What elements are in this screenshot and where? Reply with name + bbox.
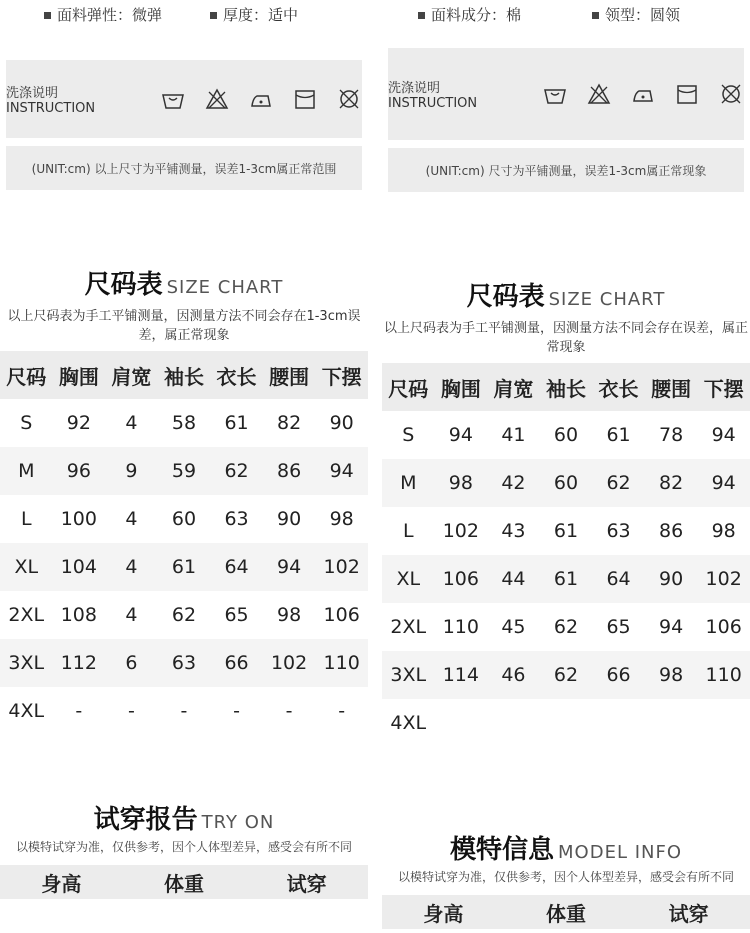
size-table-cell: 94 <box>263 543 316 591</box>
size-table-cell: 63 <box>606 520 631 542</box>
size-table-header-cell: 下摆 <box>697 363 750 411</box>
size-table-cell: 61 <box>553 520 579 542</box>
size-chart-subtitle: 以上尺码表为手工平铺测量，因测量方法不同会存在误差，属正常现象 <box>383 321 748 355</box>
size-table-cell: - <box>233 700 240 722</box>
size-table-cell: 66 <box>210 639 263 687</box>
size-table-cell: 94 <box>448 424 473 446</box>
model-info-subtitle: 以模特试穿为准，仅供参考，因个人体型差异，感受会有所不同 <box>397 870 734 884</box>
size-table-cell: 94 <box>659 616 684 638</box>
size-table-cell: 62 <box>553 616 579 638</box>
size-table-header-cell: 衣长 <box>210 351 263 399</box>
size-table-cell: 108 <box>60 604 97 626</box>
hand-wash-icon <box>160 86 186 112</box>
hand-wash-icon <box>542 81 568 107</box>
size-table-cell: 3XL <box>382 651 435 699</box>
size-table-row <box>0 399 368 447</box>
size-table-cell: 60 <box>553 424 579 446</box>
attribute-label: 厚度：适中 <box>223 6 299 24</box>
size-table-cell: 60 <box>171 508 197 530</box>
size-table-header-row <box>382 363 750 411</box>
size-table-cell: 4XL <box>8 700 45 722</box>
size-chart-title-cn: 尺码表 <box>84 270 163 300</box>
size-table-cell: 62 <box>171 604 197 626</box>
attribute-label: 领型：圆领 <box>605 6 681 24</box>
size-table-cell: 44 <box>487 555 540 603</box>
attribute-item <box>592 4 680 25</box>
size-table-cell: - <box>285 700 293 722</box>
size-table-cell: 4 <box>105 543 158 591</box>
size-table-cell: 58 <box>171 412 197 434</box>
size-table-cell: S <box>402 424 415 446</box>
try-on-column-label: 试穿 <box>286 871 327 896</box>
size-table-row <box>0 687 368 735</box>
size-table-cell: 102 <box>697 555 750 603</box>
size-table-cell: 90 <box>277 508 302 530</box>
try-on-title-cn: 试穿报告 <box>93 805 198 835</box>
size-table-cell: - <box>75 700 83 722</box>
size-table-cell: XL <box>382 555 435 603</box>
size-table-cell: M <box>0 447 53 495</box>
size-table-cell: 2XL <box>8 604 45 626</box>
size-table-cell: 106 <box>435 555 488 603</box>
size-table-cell: 62 <box>210 447 263 495</box>
size-table-cell: 98 <box>711 520 736 542</box>
low-iron-icon <box>248 86 274 112</box>
size-table-header-cell: 胸围 <box>53 351 106 399</box>
size-table-cell: 60 <box>540 459 593 507</box>
model-info-header-bar <box>382 895 750 929</box>
size-table-cell: - <box>338 700 346 722</box>
size-table-cell: 90 <box>329 412 354 434</box>
size-table-header-cell: 腰围 <box>645 363 698 411</box>
size-table-cell: 62 <box>540 651 593 699</box>
size-table-cell: 98 <box>645 651 698 699</box>
attribute-label: 面料成分：棉 <box>431 6 522 24</box>
size-table-cell: XL <box>0 543 53 591</box>
size-table-cell: 9 <box>105 447 158 495</box>
size-table-cell: M <box>382 459 435 507</box>
hang-dry-icon <box>674 81 700 107</box>
size-table-cell: 96 <box>53 447 106 495</box>
try-on-header <box>0 799 368 855</box>
measurement-note: (UNIT:cm) 以上尺寸为平铺测量，误差1-3cm属正常范围 <box>6 146 362 190</box>
try-on-header-bar <box>0 865 368 899</box>
size-table-header-cell: 袖长 <box>158 351 211 399</box>
size-table-cell: 4XL <box>390 712 427 734</box>
size-table-cell: 102 <box>442 520 479 542</box>
size-table-cell: 3XL <box>0 639 53 687</box>
right-column <box>382 0 750 929</box>
size-table-cell: 64 <box>592 555 645 603</box>
attribute-label: 面料弹性：微弹 <box>57 6 163 24</box>
model-info-title-cn: 模特信息 <box>450 835 555 865</box>
size-table-header-cell: 尺码 <box>382 363 435 411</box>
size-table-header-cell: 肩宽 <box>105 351 158 399</box>
size-table-cell: S <box>20 412 33 434</box>
size-table-cell: 106 <box>705 616 742 638</box>
size-table-cell: 98 <box>435 459 488 507</box>
size-table-header-cell: 胸围 <box>435 363 488 411</box>
no-bleach-icon <box>204 86 230 112</box>
size-chart-title <box>0 264 368 301</box>
size-table-row <box>0 591 368 639</box>
size-table-row <box>382 411 750 459</box>
size-table-cell: 42 <box>487 459 540 507</box>
size-chart-header <box>382 276 750 355</box>
size-table-cell: 64 <box>210 543 263 591</box>
size-table-cell: 104 <box>53 543 106 591</box>
model-info-column-label: 体重 <box>545 901 586 926</box>
size-table-cell: 94 <box>697 459 750 507</box>
size-table-cell: 43 <box>501 520 526 542</box>
size-table-cell: - <box>180 700 188 722</box>
size-table-cell: 98 <box>277 604 302 626</box>
size-table-header-cell: 肩宽 <box>487 363 540 411</box>
size-table-cell: 62 <box>592 459 645 507</box>
size-table-cell: 63 <box>224 508 249 530</box>
no-bleach-icon <box>586 81 612 107</box>
model-info-title-en: MODEL INFO <box>558 842 682 863</box>
try-on-subtitle: 以模特试穿为准，仅供参考，因个人体型差异，感受会有所不同 <box>15 840 352 854</box>
size-table <box>0 351 368 735</box>
attribute-strip <box>0 0 368 40</box>
measurement-note: (UNIT:cm) 尺寸为平铺测量，误差1-3cm属正常现象 <box>388 148 744 192</box>
size-table-header-cell: 袖长 <box>540 363 593 411</box>
size-chart-title <box>382 276 750 313</box>
size-table-cell: 4 <box>125 412 138 434</box>
model-info-title <box>382 829 750 866</box>
size-table-cell: 61 <box>224 412 249 434</box>
size-chart-title-en: SIZE CHART <box>166 277 284 298</box>
size-table-row <box>382 603 750 651</box>
size-table-cell <box>697 699 750 747</box>
size-table-cell <box>487 699 540 747</box>
size-table-cell <box>540 699 593 747</box>
size-chart-subtitle: 以上尺码表为手工平铺测量，因测量方法不同会存在1-3cm误差，属正常现象 <box>7 309 361 343</box>
size-table-row <box>0 495 368 543</box>
attribute-item <box>418 4 521 25</box>
size-table-cell: 61 <box>606 424 631 446</box>
size-table-cell: 110 <box>315 639 368 687</box>
size-table-row <box>0 447 368 495</box>
attribute-strip <box>382 0 750 40</box>
try-on-title <box>0 799 368 836</box>
size-table-cell: 61 <box>158 543 211 591</box>
low-iron-icon <box>630 81 656 107</box>
size-table-header-cell: 下摆 <box>315 351 368 399</box>
size-table-cell: 102 <box>263 639 316 687</box>
model-info-header <box>382 829 750 885</box>
size-table-cell: 41 <box>501 424 526 446</box>
size-table-row <box>0 543 368 591</box>
size-table-cell: 6 <box>105 639 158 687</box>
size-table-cell: 2XL <box>390 616 427 638</box>
size-table-cell: 66 <box>592 651 645 699</box>
try-on-title-en: TRY ON <box>201 812 275 833</box>
size-table-cell <box>592 699 645 747</box>
size-table-cell: 61 <box>540 555 593 603</box>
size-table-cell: 110 <box>697 651 750 699</box>
size-table-cell <box>645 699 698 747</box>
size-table-cell: 4 <box>125 508 138 530</box>
size-table-row <box>0 639 368 687</box>
size-table-cell: L <box>402 520 414 542</box>
size-table-row <box>382 459 750 507</box>
size-table-cell: 110 <box>442 616 479 638</box>
size-chart-title-en: SIZE CHART <box>548 289 666 310</box>
size-table-row <box>382 699 750 747</box>
size-table-cell: 45 <box>501 616 526 638</box>
size-chart-header <box>0 264 368 343</box>
size-table-row <box>382 555 750 603</box>
size-table-cell: 65 <box>224 604 249 626</box>
attribute-item <box>44 4 162 25</box>
size-table-row <box>382 651 750 699</box>
size-table-cell: 92 <box>66 412 91 434</box>
size-table-cell: 112 <box>53 639 106 687</box>
size-table-header-cell: 衣长 <box>592 363 645 411</box>
instructions-title: 洗涤说明 INSTRUCTION <box>388 81 478 111</box>
size-table-row <box>382 507 750 555</box>
size-table-cell: 98 <box>329 508 354 530</box>
wash-instructions <box>388 48 744 140</box>
no-dry-clean-icon <box>718 81 744 107</box>
wash-instructions <box>6 60 362 138</box>
size-table-cell: 86 <box>263 447 316 495</box>
size-table-header-cell: 尺码 <box>0 351 53 399</box>
size-table-cell: 114 <box>435 651 488 699</box>
size-table-cell: 63 <box>158 639 211 687</box>
size-table-cell: 102 <box>315 543 368 591</box>
size-chart-title-cn: 尺码表 <box>466 282 545 312</box>
size-table-cell: 46 <box>487 651 540 699</box>
size-table <box>382 363 750 747</box>
size-table-cell: 4 <box>125 604 138 626</box>
size-table-cell: 65 <box>606 616 631 638</box>
size-table-cell <box>435 699 488 747</box>
hang-dry-icon <box>292 86 318 112</box>
attribute-item <box>210 4 298 25</box>
try-on-column-label: 身高 <box>41 871 82 896</box>
size-table-cell: 82 <box>277 412 302 434</box>
size-table-cell: 94 <box>711 424 736 446</box>
size-table-header-cell: 腰围 <box>263 351 316 399</box>
size-table-cell: 100 <box>60 508 97 530</box>
try-on-column-label: 体重 <box>163 871 204 896</box>
size-table-cell: 94 <box>315 447 368 495</box>
model-info-column-label: 身高 <box>423 901 464 926</box>
left-column <box>0 0 368 899</box>
size-table-cell: 86 <box>659 520 684 542</box>
instructions-title: 洗涤说明 INSTRUCTION <box>6 86 96 116</box>
no-dry-clean-icon <box>336 86 362 112</box>
size-table-cell: 82 <box>645 459 698 507</box>
size-table-cell: 59 <box>158 447 211 495</box>
size-table-cell: 90 <box>645 555 698 603</box>
model-info-column-label: 试穿 <box>668 901 709 926</box>
size-table-cell: - <box>127 700 135 722</box>
size-table-cell: 78 <box>659 424 684 446</box>
size-table-cell: L <box>20 508 32 530</box>
size-table-cell: 106 <box>323 604 360 626</box>
size-table-header-row <box>0 351 368 399</box>
